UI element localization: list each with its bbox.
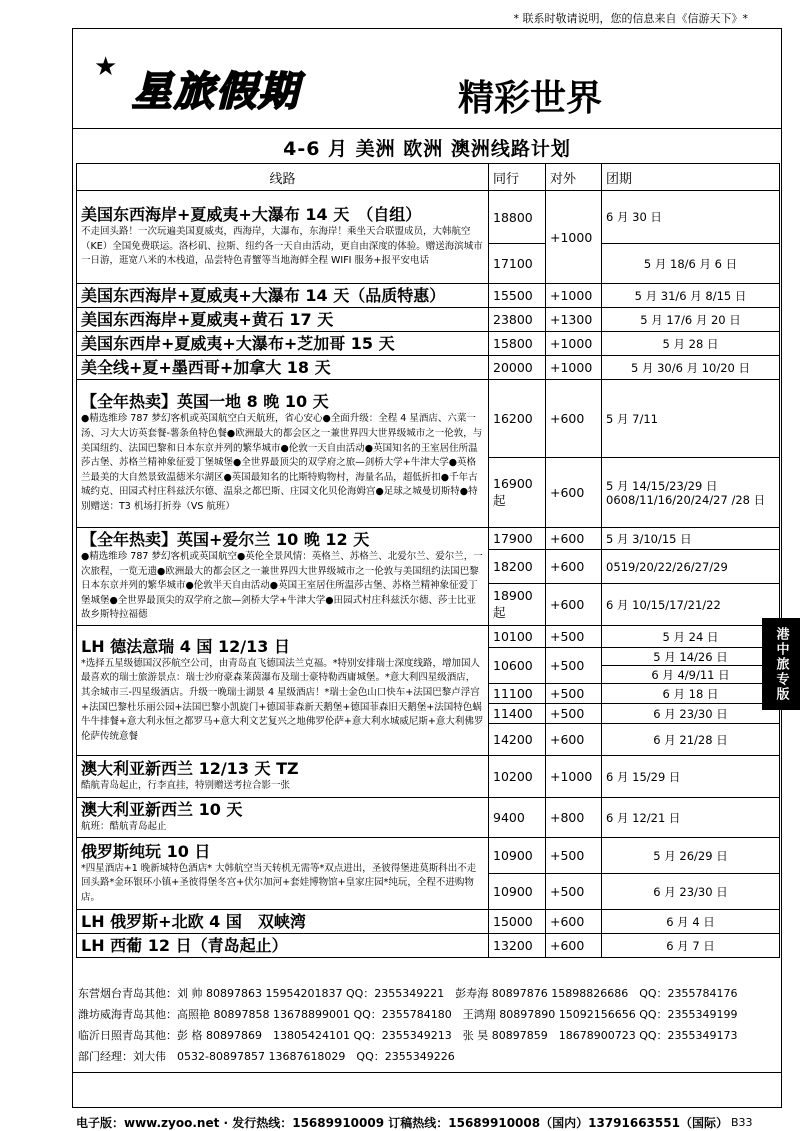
tour-dates: 0519/20/22/26/27/29 <box>602 550 780 584</box>
table-row <box>77 356 780 380</box>
header-outer: 对外 <box>546 164 602 191</box>
route-cell <box>77 626 489 756</box>
peer-price: 17900 <box>489 528 546 550</box>
contact-line: 临沂日照青岛其他：彭 格 80897869 13805424101 QQ：2355349213 张 昊 80897859 18678900723 QQ：2355349173 <box>78 1029 738 1042</box>
outer-price: +1000 <box>546 191 602 284</box>
table-row <box>77 798 780 838</box>
table-header <box>77 164 780 191</box>
route-desc: *四星酒店+1 晚新城特色酒店* 大韩航空当天转机无需等*双点进出，圣彼得堡进莫斯科出不走回头路*金环银环小镇+圣彼得堡冬宫+伏尔加河+套娃博物馆+皇家庄园*纯玩，全程不进购物店。 <box>81 862 477 903</box>
table-row <box>77 756 780 798</box>
peer-price: 11400 <box>489 704 546 724</box>
outer-price: +600 <box>546 584 602 626</box>
star-icon: ★ <box>94 52 118 82</box>
peer-price: 13200 <box>489 934 546 958</box>
table-row <box>77 191 780 244</box>
tour-dates: 5 月 28 日 <box>602 332 780 356</box>
route-title: 【全年热卖】英国+爱尔兰 10 晚 12 天 <box>81 530 370 550</box>
peer-price: 10900 <box>489 838 546 874</box>
tour-dates: 6 月 12/21 日 <box>602 798 780 838</box>
route-title: 美国东西海岸+夏威夷+大瀑布 14 天 （自组） <box>81 205 422 225</box>
outer-price: +600 <box>546 724 602 756</box>
route-title: 【全年热卖】英国一地 8 晚 10 天 <box>81 392 329 412</box>
table-row <box>77 910 780 934</box>
peer-price: 15500 <box>489 284 546 308</box>
outer-price: +500 <box>546 704 602 724</box>
side-tab <box>762 618 800 710</box>
table-row <box>77 838 780 874</box>
tour-table <box>76 163 780 958</box>
peer-price: 9400 <box>489 798 546 838</box>
tour-dates: 6 月 30 日 <box>602 191 780 244</box>
table-row <box>77 626 780 648</box>
peer-price: 18200 <box>489 550 546 584</box>
peer-price: 20000 <box>489 356 546 380</box>
outer-price: +1000 <box>546 332 602 356</box>
contact-line: 东营烟台青岛其他：刘 帅 80897863 15954201837 QQ：2355349221 彭寿海 80897876 15898826686 QQ：2355784176 <box>78 987 738 1000</box>
route-title: 美国东西岸+夏威夷+大瀑布+芝加哥 15 天 <box>77 332 489 356</box>
outer-price: +1300 <box>546 308 602 332</box>
divider <box>72 128 782 129</box>
route-cell <box>77 798 489 838</box>
peer-price: 16200 <box>489 380 546 458</box>
peer-price: 23800 <box>489 308 546 332</box>
outer-price: +800 <box>546 798 602 838</box>
tour-dates: 6 月 4 日 <box>602 910 780 934</box>
table-row <box>77 528 780 550</box>
route-title: 美国东西海岸+夏威夷+大瀑布 14 天（品质特惠） <box>77 284 489 308</box>
route-cell <box>77 191 489 284</box>
tour-dates: 5 月 7/11 <box>602 380 780 458</box>
peer-price: 17100 <box>489 244 546 284</box>
header-route: 线路 <box>77 164 489 191</box>
route-title: 美国东西海岸+夏威夷+黄石 17 天 <box>77 308 489 332</box>
peer-price: 10600 <box>489 648 546 684</box>
tour-dates: 5 月 18/6 月 6 日 <box>602 244 780 284</box>
table-row <box>77 308 780 332</box>
tour-dates: 5 月 14/15/23/29 日 0608/11/16/20/24/27 /28 日 <box>602 458 780 528</box>
outer-price: +600 <box>546 458 602 528</box>
page-number: B33 <box>731 1116 753 1129</box>
tour-dates: 6 月 21/28 日 <box>602 724 780 756</box>
route-desc: ●精选维珍 787 梦幻客机或英国航空●英伦全景风情：英格兰、苏格兰、北爱尔兰、爱尔兰，一次旅程，一览无遗●欧洲最大的都会区之一兼世界四大世界级城市之一伦敦与美国纽约法国巴黎日本东京并列的繁华城市●伦敦半天自由活动●英国王室居住所温莎古堡、苏格兰精神象征爱丁堡城堡●全世界最顶尖的双学府之旅—剑桥大学+牛津大学●田园式村庄科兹沃尔德、莎士比亚故乡斯特拉福德 <box>81 551 483 621</box>
route-title: 俄罗斯纯玩 10 日 <box>81 841 211 861</box>
tour-dates: 6 月 15/29 日 <box>602 756 780 798</box>
outer-price: +500 <box>546 874 602 910</box>
route-title: 澳大利亚新西兰 10 天 <box>81 800 243 820</box>
tour-dates: 6 月 23/30 日 <box>602 874 780 910</box>
route-cell <box>77 528 489 626</box>
tour-dates: 5 月 14/26 日 <box>602 648 780 666</box>
tour-dates: 5 月 3/10/15 日 <box>602 528 780 550</box>
route-cell <box>77 380 489 528</box>
route-cell <box>77 756 489 798</box>
peer-price: 10900 <box>489 874 546 910</box>
tour-dates: 6 月 23/30 日 <box>602 704 780 724</box>
route-cell <box>77 838 489 910</box>
route-title: LH 西葡 12 日（青岛起止） <box>77 934 489 958</box>
footer: 电子版：www.zyoo.net · 发行热线：15689910009 订稿热线：15689910008（国内）13791663551（国际） <box>76 1116 728 1130</box>
route-title: LH 德法意瑞 4 国 12/13 日 <box>81 636 290 656</box>
route-desc: ●精选维珍 787 梦幻客机或英国航空白天航班，省心安心●全面升级：全程 4 星酒店、六菜一汤、习大大访英套餐-薯条鱼特色餐●欧洲最大的都会区之一兼世界四大世界级城市之一伦敦，与美国纽约、法国巴黎和日本东京并列的繁华城市●伦敦一天自由活动●英国知名的王室居住所温莎古堡、苏格兰精神象征爱丁堡城堡●全世界最顶尖的双学府之旅—剑桥大学+牛津大学●英格兰最美的大自然景致温德米尔湖区●英国最知名的比斯特购物村，海量名品，超低折扣●千年古城约克、田园式村庄科兹沃尔德、温泉之都巴斯、庄园文化贝伦海姆宫●足球之城曼切斯特●特别赠送：T3 机场打折券（VS 航班） <box>81 413 483 512</box>
contacts <box>78 983 780 1067</box>
peer-price: 10100 <box>489 626 546 648</box>
outer-price: +1000 <box>546 284 602 308</box>
divider <box>72 1072 782 1073</box>
peer-price: 14200 <box>489 724 546 756</box>
route-desc: 酷航青岛起止，行李直挂，特别赠送考拉合影一张 <box>81 780 291 792</box>
brand-slogan: 精彩世界 <box>458 77 603 119</box>
table-row <box>77 284 780 308</box>
tour-dates: 5 月 24 日 <box>602 626 780 648</box>
route-title: LH 俄罗斯+北欧 4 国 双峡湾 <box>77 910 489 934</box>
outer-price: +600 <box>546 934 602 958</box>
peer-price: 11100 <box>489 684 546 704</box>
table-row <box>77 332 780 356</box>
tour-dates: 6 月 10/15/17/21/22 <box>602 584 780 626</box>
tour-dates: 5 月 26/29 日 <box>602 838 780 874</box>
notice: * 联系时敬请说明，您的信息来自《信游天下》* <box>513 12 748 25</box>
outer-price: +600 <box>546 550 602 584</box>
route-desc: *选择五星级德国汉莎航空公司，由青岛直飞德国法兰克福。*特别安排瑞士深度线路，增加国人最喜欢的瑞士旅游景点：瑞士沙府豪森莱茵瀑布及瑞士豪特勒西庸城堡。*意大利四星级酒店，其余城市三-四星级酒店。升级一晚瑞士湖景 4 星级酒店！*瑞士金色山口快车+法国巴黎卢浮宫+法国巴黎杜乐丽公园+法国巴黎小凯旋门+德国菲森新天鹅堡+德国菲森旧天鹅堡+法国特色蜗牛牛排餐+意大利永恒之都罗马+意大利文艺复兴之地佛罗伦萨+意大利水城威尼斯+意大利佛罗伦萨传统意餐 <box>81 657 484 742</box>
route-title: 美全线+夏+墨西哥+加拿大 18 天 <box>77 356 489 380</box>
outer-price: +500 <box>546 684 602 704</box>
tour-dates: 5 月 17/6 月 20 日 <box>602 308 780 332</box>
peer-price: 10200 <box>489 756 546 798</box>
route-title: 澳大利亚新西兰 12/13 天 TZ <box>81 759 299 779</box>
contact-line: 潍坊威海青岛其他：高照艳 80897858 13678899001 QQ：2355784180 王鸿翔 80897890 15092156656 QQ：2355349199 <box>78 1008 738 1021</box>
tour-dates: 6 月 7 日 <box>602 934 780 958</box>
outer-price: +600 <box>546 910 602 934</box>
peer-price: 18800 <box>489 191 546 244</box>
outer-price: +1000 <box>546 756 602 798</box>
brand-name: 星旅假期 <box>132 69 300 115</box>
outer-price: +500 <box>546 626 602 648</box>
contact-line: 部门经理：刘大伟 0532-80897857 13687618029 QQ：2355349226 <box>78 1050 455 1063</box>
tour-dates: 6 月 4/9/11 日 <box>602 666 780 684</box>
tour-dates: 5 月 30/6 月 10/20 日 <box>602 356 780 380</box>
outer-price: +600 <box>546 528 602 550</box>
peer-price: 15000 <box>489 910 546 934</box>
peer-price: 15800 <box>489 332 546 356</box>
table-row <box>77 934 780 958</box>
headline: 4-6 月 美洲 欧洲 澳洲线路计划 <box>283 138 571 160</box>
outer-price: +500 <box>546 648 602 684</box>
table-row <box>77 380 780 458</box>
tour-dates: 5 月 31/6 月 8/15 日 <box>602 284 780 308</box>
route-desc: 不走回头路！一次玩遍美国夏威夷，西海岸，大瀑布，东海岸！乘坐天合联盟成员，大韩航空（KE）全国免费联运。洛杉矶、拉斯、纽约各一天自由活动，更自由深度的体验。赠送海滨城市一日游，逛宽八米的木栈道，品尝特色青蟹等当地海鲜全程 WIFI 服务+报平安电话 <box>81 226 483 267</box>
outer-price: +600 <box>546 380 602 458</box>
peer-price: 18900起 <box>489 584 546 626</box>
header-peer: 同行 <box>489 164 546 191</box>
tour-dates: 6 月 18 日 <box>602 684 780 704</box>
side-tab-label: 港中旅专版 <box>773 626 789 702</box>
route-desc: 航班：酷航青岛起止 <box>81 821 167 833</box>
peer-price: 16900起 <box>489 458 546 528</box>
outer-price: +1000 <box>546 356 602 380</box>
outer-price: +500 <box>546 838 602 874</box>
brand-logo <box>80 50 420 120</box>
header-dates: 团期 <box>602 164 780 191</box>
